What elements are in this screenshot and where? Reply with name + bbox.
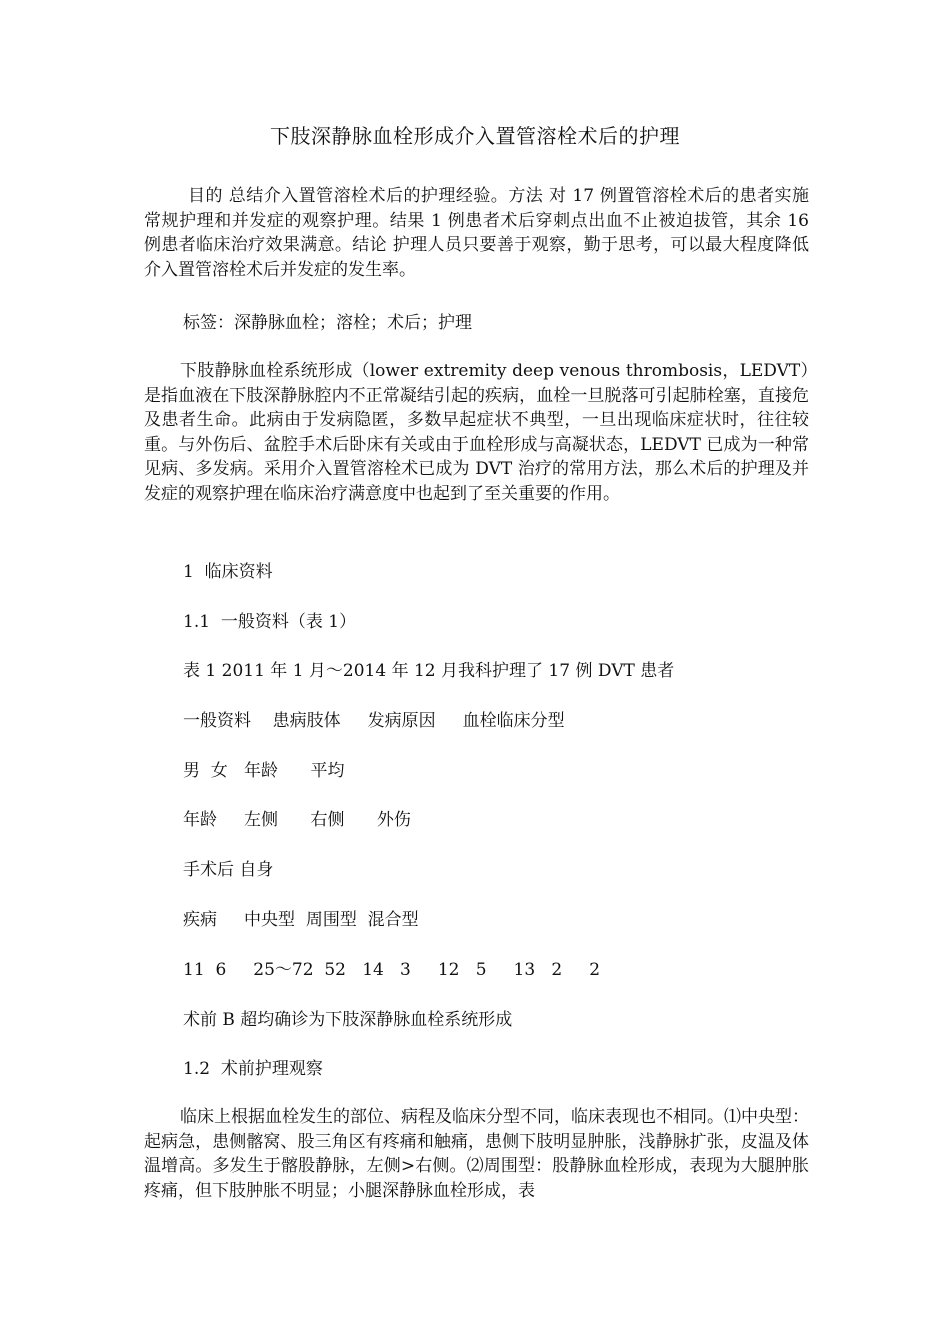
document-title: 下肢深静脉血栓形成介入置管溶栓术后的护理 (270, 124, 680, 148)
table-line: 11 6 25～72 52 14 3 12 5 13 2 2 (183, 960, 601, 980)
table-note: 术前 B 超均确诊为下肢深静脉血栓系统形成 (183, 1010, 513, 1030)
observation-paragraph: 临床上根据血栓发生的部位、病程及临床分型不同，临床表现也不相同。⑴中央型：起病急，患侧髂窝、股三角区有疼痛和触痛，患侧下肢明显肿胀，浅静脉扩张，皮温及体温增高。多发生于髂股静脉，左侧>右侧。⑵周围型：股静脉血栓形成，表现为大腿肿胀疼痛，但下肢肿胀不明显；小腿深静脉血栓形成，表 (144, 1107, 809, 1201)
intro-paragraph: 下肢静脉血栓系统形成（lower extremity deep venous thrombosis，LEDVT）是指血液在下肢深静脉腔内不正常凝结引起的疾病，血栓一旦脱落可引起肺栓塞，直接危及患者生命。此病由于发病隐匿，多数早起症状不典型，一旦出现临床症状时，往往较重。与外伤后、盆腔手术后卧床有关或由于血栓形成与高凝状态，LEDVT 已成为一种常见病、多发病。采用介入置管溶栓术已成为 DVT 治疗的常用方法，那么术后的护理及并发症的观察护理在临床治疗满意度中也起到了至关重要的作用。 (144, 361, 809, 504)
section-heading-1: 1 临床资料 (183, 562, 273, 582)
keywords-line: 标签：深静脉血栓；溶栓；术后；护理 (183, 313, 472, 333)
abstract-paragraph: 目的 总结介入置管溶栓术后的护理经验。方法 对 17 例置管溶栓术后的患者实施常规护理和并发症的观察护理。结果 1 例患者术后穿刺点出血不止被迫拔管，其余 16 例患者临床治疗效果满意。结论 护理人员只要善于观察，勤于思考，可以最大程度降低介入置管溶栓术后并发症的发生率。 (144, 186, 809, 280)
section-heading-1-1: 1.1 一般资料（表 1） (183, 612, 357, 632)
table-line: 疾病 中央型 周围型 混合型 (183, 910, 419, 930)
table-line: 年龄 左侧 右侧 外伤 (183, 810, 411, 830)
table-caption: 表 1 2011 年 1 月～2014 年 12 月我科护理了 17 例 DVT 患者 (183, 661, 675, 681)
table-line: 手术后 自身 (183, 860, 274, 880)
table-line: 男 女 年龄 平均 (183, 761, 345, 781)
table-line: 一般资料 患病肢体 发病原因 血栓临床分型 (183, 711, 565, 731)
section-heading-1-2: 1.2 术前护理观察 (183, 1059, 323, 1079)
